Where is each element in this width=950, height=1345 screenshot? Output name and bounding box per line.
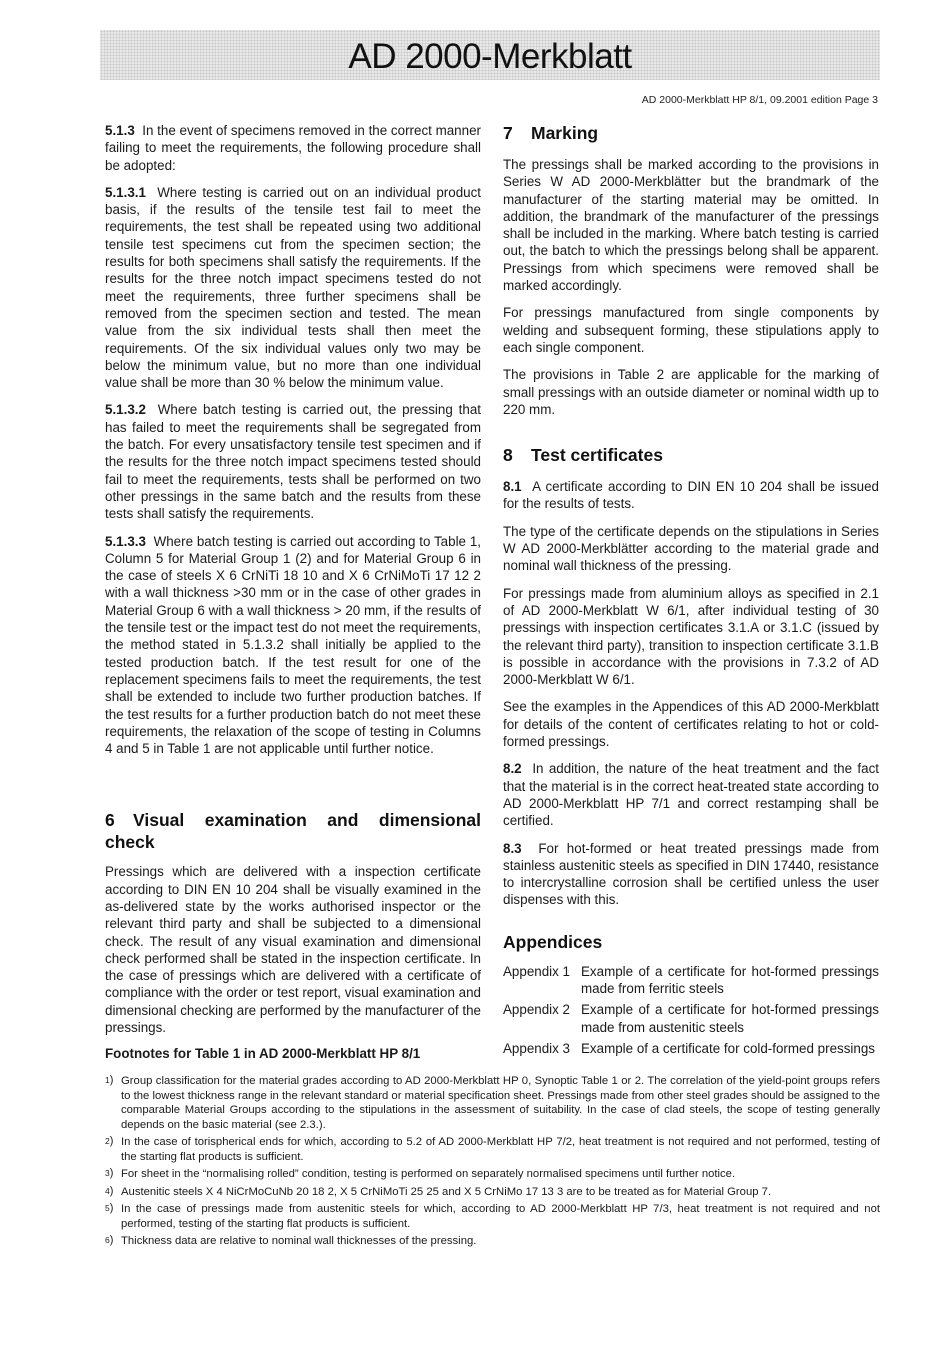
section-number: 8.3 <box>503 840 522 856</box>
footnote <box>105 1185 880 1200</box>
appendices-heading: Appendices <box>503 931 603 952</box>
heading-title: Visual examination and dimensional check <box>105 810 481 853</box>
footnote-mark: 1 ) <box>105 1074 121 1132</box>
section-8-paragraph: The type of the certificate depends on the stipulations in Series W AD 2000-Merkblätter according to the material grade and nominal wall thickness of the pressing. <box>503 523 879 574</box>
paragraph-5-1-3 <box>105 122 481 174</box>
footnote-mark: 5 ) <box>105 1202 121 1231</box>
footnote-text: Thickness data are relative to nominal wall thicknesses of the pressing. <box>121 1235 477 1247</box>
section-6-heading <box>105 809 481 853</box>
section-8-heading <box>503 444 879 466</box>
section-6-paragraph: Pressings which are delivered with a inspection certificate according to DIN EN 10 204 shall be visually examined in the as-delivered state by the works authorised inspector or the relevant third party and shall be subjected to a dimensional check. The result of any visual examination and dimensional check performed shall be stated in the inspection certificate. In the case of pressings which are delivered with a certificate of compliance with the order or test report, visual examination and dimensional checking are performed by the manufacturer of the pressings. <box>105 864 481 1036</box>
appendix-text: Example of a certificate for cold-formed pressings <box>581 1040 875 1056</box>
section-number: 5.1.3.3 <box>105 533 146 549</box>
section-8-paragraph: For pressings made from aluminium alloys as specified in 2.1 of AD 2000-Merkblatt W 6/1, after individual testing of 30 pressings with inspection certificates 3.1.A or 3.1.C (issued by the relevant third party), transition to inspection certificate 3.1.B is possible in accordance with the provisions in 7.3.2 of AD 2000-Merkblatt W 6/1. <box>503 585 879 688</box>
footnote-text: For sheet in the “normalising rolled” condition, testing is performed on separately normalised specimens until further notice. <box>121 1168 736 1180</box>
footnote-mark: 3 ) <box>105 1167 121 1182</box>
footnote <box>105 1167 880 1182</box>
footnotes-section <box>105 1046 880 1252</box>
appendix-item <box>503 1001 879 1036</box>
heading-number: 8 <box>503 445 513 466</box>
paragraph-text: A certificate according to DIN EN 10 204 shall be issued for the results of tests. <box>503 479 879 512</box>
document-title: AD 2000-Merkblatt <box>348 37 632 76</box>
appendix-text: Example of a certificate for hot-formed pressings made from ferritic steels <box>581 963 879 996</box>
footnote-mark: 4 ) <box>105 1185 121 1200</box>
section-number: 8.1 <box>503 479 522 495</box>
section-7-paragraph: The pressings shall be marked according to the provisions in Series W AD 2000-Merkblätter but the brandmark of the manufacturer of the starting material may be omitted. In addition, the brandmark of the manufacturer of the pressings shall be included in the marking. Where batch testing is carried out, the batch to which the pressings belong shall be apparent. Pressings from which specimens were removed shall be marked accordingly. <box>503 157 879 294</box>
footnote <box>105 1135 880 1164</box>
edition-line: AD 2000-Merkblatt HP 8/1, 09.2001 edition Page 3 <box>641 94 878 106</box>
heading-number: 7 <box>503 123 513 143</box>
paragraph-text: For hot-formed or heat treated pressings made from stainless austenitic steels as specified in DIN 17440, resistance to intercrystalline corrosion shall be certified unless the user dispenses with this. <box>503 840 879 908</box>
appendix-item <box>503 963 879 998</box>
appendix-label: Appendix 2 <box>503 1002 571 1018</box>
left-column <box>105 122 481 1046</box>
paragraph-text: In addition, the nature of the heat treatment and the fact that the material is in the correct heat-treated state according to AD 2000-Merkblatt HP 7/1 and correct restamping shall be certified. <box>503 761 880 829</box>
section-number: 5.1.3.1 <box>105 184 146 200</box>
footnote-mark: 2 ) <box>105 1135 121 1164</box>
heading-title: Test certificates <box>531 445 663 466</box>
section-number: 8.2 <box>503 761 522 777</box>
heading-number: 6 <box>105 810 115 831</box>
paragraph-text: In the event of specimens removed in the correct manner failing to meet the requirements, the following procedure shall be adopted: <box>105 123 481 173</box>
paragraph-8-3 <box>503 840 879 909</box>
footnote-mark: 6 ) <box>105 1234 121 1249</box>
footnote <box>105 1202 880 1231</box>
footnote-text: In the case of pressings made from austenitic steels for which, according to AD 2000-Merkblatt HP 7/3, heat treatment is not required and not performed, testing of the starting flat products is sufficient. <box>121 1203 880 1230</box>
heading-title: Marking <box>531 123 599 143</box>
paragraph-5-1-3-2 <box>105 401 481 522</box>
section-number: 5.1.3.2 <box>105 402 146 418</box>
right-column <box>503 122 879 1061</box>
footnotes-title: Footnotes for Table 1 in AD 2000-Merkblatt HP 8/1 <box>105 1046 421 1061</box>
appendix-text: Example of a certificate for hot-formed pressings made from austenitic steels <box>581 1002 879 1035</box>
paragraph-text: Where batch testing is carried out according to Table 1, Column 5 for Material Group 1 (2) and for Material Group 6 in the case of steels X 6 CrNiTi 18 10 and X 6 CrNiMoTi 17 12 2 with a wall thickness >30 mm or in the case of other grades in Material Group 6 with a wall thickness > 20 mm, if the results of the tensile test or the impact test do not meet the requirements, the method stated in 5.1.3.2 shall initially be applied to the tested production batch. If the test result for one of the replacement specimens fails to meet the requirements, the test shall be extended to include two further production batches. If the test results for a further production batch do not meet these requirements, the relaxation of the scope of testing in Columns 4 and 5 in Table 1 are not applicable until further notice. <box>105 533 481 757</box>
paragraph-8-2 <box>503 760 879 829</box>
appendix-label: Appendix 1 <box>503 963 571 979</box>
paragraph-5-1-3-1 <box>105 184 481 392</box>
appendix-label: Appendix 3 <box>503 1040 571 1056</box>
header-banner <box>100 30 880 80</box>
footnote-text: In the case of torispherical ends for which, according to 5.2 of AD 2000-Merkblatt HP 7/2, heat treatment is not required and not performed, testing of the starting flat products is sufficient. <box>121 1136 880 1163</box>
section-7-heading <box>503 122 879 144</box>
paragraph-text: Where testing is carried out on an individual product basis, if the results of the tensile test fail to meet the requirements, the test shall be repeated using two additional tensile test specimens cut from the specimen section; the results for both specimens shall satisfy the requirements. If the results for the three notch impact specimens tested do not meet the requirements, three further specimens shall be removed from the specimen section and tested. The mean value from the six individual tests shall then meet the requirements. Of the six individual values only two may be below the minimum value, but no more than one individual value shall be more than 30 % below the minimum value. <box>105 184 482 391</box>
footnote <box>105 1074 880 1132</box>
paragraph-text: Where batch testing is carried out, the pressing that has failed to meet the requirements shall be segregated from the batch. For every unsatisfactory tensile test specimen and if the results for the three notch impact specimens tested should fail to meet the requirements, tests shall be performed on two other pressings in the same batch and the results from these tests shall satisfy the requirements. <box>105 402 481 522</box>
section-7-paragraph: For pressings manufactured from single components by welding and subsequent forming, these stipulations apply to each single component. <box>503 305 879 355</box>
footnote-text: Group classification for the material grades according to AD 2000-Merkblatt HP 0, Synoptic Table 1 or 2. The correlation of the yield-point groups refers to the lowest thickness range in the relevant standard or material specification sheet. Pressings made from other steel grades should be assigned to the comparable Material Groups according to the stipulations in the assessment of suitability. In the case of clad steels, the scope of testing generally depends on the basic material (see 2.3.). <box>121 1075 880 1131</box>
footnote <box>105 1234 880 1249</box>
section-8-paragraph: See the examples in the Appendices of this AD 2000-Merkblatt for details of the content of certificates relating to hot or cold-formed pressings. <box>503 699 879 750</box>
section-7-paragraph: The provisions in Table 2 are applicable for the marking of small pressings with an outside diameter or nominal width up to 220 mm. <box>503 367 879 417</box>
paragraph-8-1 <box>503 478 879 513</box>
footnote-text: Austenitic steels X 4 NiCrMoCuNb 20 18 2, X 5 CrNiMoTi 25 25 and X 5 CrNiMo 17 13 3 are to be treated as for Material Group 7. <box>121 1185 772 1198</box>
section-number: 5.1.3 <box>105 123 135 138</box>
paragraph-5-1-3-3 <box>105 533 481 758</box>
